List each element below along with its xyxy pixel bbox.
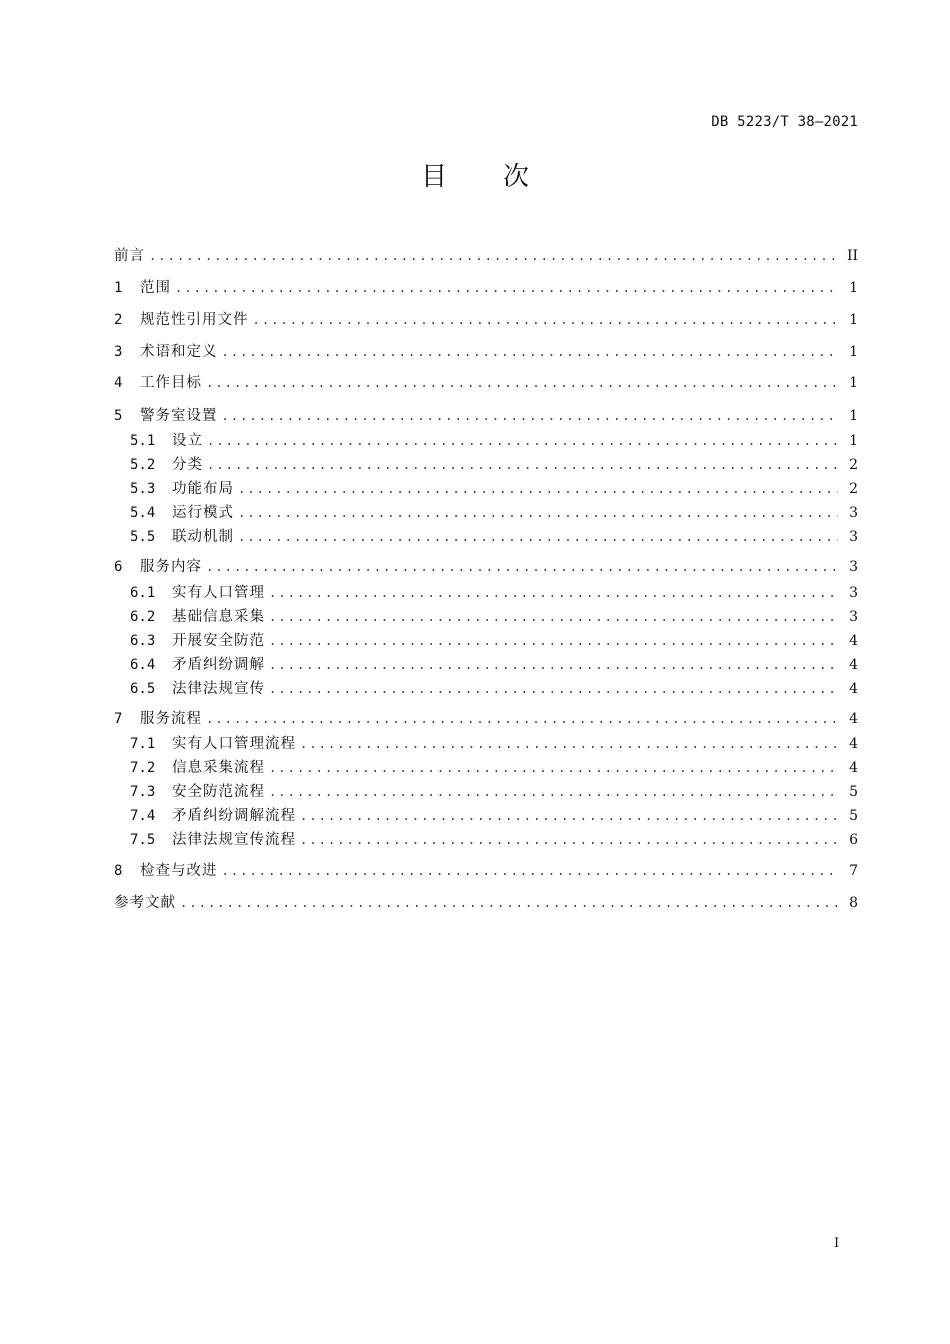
toc-entry-page: 1	[849, 312, 858, 328]
toc-entry[interactable]	[114, 734, 858, 754]
toc-entry-number: 7.4	[130, 808, 156, 824]
dot-leader	[207, 455, 838, 475]
toc-entry-label: 范围	[140, 280, 171, 296]
toc-entry[interactable]	[114, 479, 858, 499]
toc-entry-number: 4	[114, 375, 123, 391]
dot-leader	[269, 758, 838, 778]
toc-entry-label: 联动机制	[172, 529, 234, 545]
toc-entry-label: 法律法规宣传	[172, 681, 265, 697]
toc-entry-page: 3	[849, 609, 858, 625]
toc-entry-number: 6.1	[130, 585, 156, 601]
toc-entry-label: 实有人口管理流程	[172, 736, 296, 752]
dot-leader	[269, 782, 838, 802]
toc-entry-label: 工作目标	[140, 375, 202, 391]
toc-entry-number: 6	[114, 559, 123, 575]
toc-entry-number: 8	[114, 863, 123, 879]
toc-entry-page: 3	[849, 559, 858, 575]
dot-leader	[222, 342, 839, 362]
toc-entry-page: 5	[849, 784, 858, 800]
toc-entry[interactable]	[114, 431, 858, 451]
dot-leader	[149, 246, 838, 266]
toc-entry[interactable]	[114, 631, 858, 651]
toc-entry-page: II	[846, 248, 858, 264]
toc-entry-page: 4	[849, 681, 858, 697]
toc-entry-number: 5.4	[130, 505, 156, 521]
toc-entry-page: 3	[849, 529, 858, 545]
toc-entry-number: 5.5	[130, 529, 156, 545]
toc-entry-page: 3	[849, 505, 858, 521]
toc-entry-number: 7.5	[130, 832, 156, 848]
toc-entry-number: 6.2	[130, 609, 156, 625]
toc-entry[interactable]	[114, 679, 858, 699]
toc-entry[interactable]	[114, 557, 858, 577]
toc-entry[interactable]	[114, 861, 858, 881]
toc-entry-label: 检查与改进	[140, 863, 218, 879]
toc-entry-number: 1	[114, 280, 123, 296]
toc-entry[interactable]	[114, 455, 858, 475]
toc-entry-label: 功能布局	[172, 481, 234, 497]
toc-entry-page: 1	[849, 344, 858, 360]
toc-entry-page: 5	[849, 808, 858, 824]
toc-entry-label: 警务室设置	[140, 408, 218, 424]
dot-leader	[222, 861, 839, 881]
toc-entry-page: 2	[849, 457, 858, 473]
toc-entry-number: 7.2	[130, 760, 156, 776]
toc-entry[interactable]	[114, 709, 858, 729]
toc-entry-page: 8	[849, 895, 858, 911]
toc-entry-number: 6.3	[130, 633, 156, 649]
toc-entry[interactable]	[114, 373, 858, 393]
toc-entry-page: 4	[849, 760, 858, 776]
dot-leader	[180, 893, 838, 913]
toc-entry-label: 矛盾纠纷调解流程	[172, 808, 296, 824]
toc-entry-label: 分类	[172, 457, 203, 473]
toc-entry-label: 服务流程	[140, 711, 202, 727]
toc-entry-label: 运行模式	[172, 505, 234, 521]
toc-entry[interactable]	[114, 806, 858, 826]
toc-entry[interactable]	[114, 342, 858, 362]
dot-leader	[269, 583, 838, 603]
toc-entry-number: 7.3	[130, 784, 156, 800]
toc-entry[interactable]	[114, 830, 858, 850]
dot-leader	[300, 830, 838, 850]
dot-leader	[300, 806, 838, 826]
toc-entry[interactable]	[114, 406, 858, 426]
toc-entry[interactable]	[114, 278, 858, 298]
toc-entry-number: 6.5	[130, 681, 156, 697]
toc-entry-page: 2	[849, 481, 858, 497]
toc-entry-number: 6.4	[130, 657, 156, 673]
toc-entry[interactable]	[114, 758, 858, 778]
toc-entry-label: 服务内容	[140, 559, 202, 575]
toc-entry-page: 4	[849, 711, 858, 727]
dot-leader	[175, 278, 838, 298]
toc-entry-number: 5.2	[130, 457, 156, 473]
toc-entry-page: 4	[849, 736, 858, 752]
toc-entry-number: 5.3	[130, 481, 156, 497]
toc-entry-label: 实有人口管理	[172, 585, 265, 601]
toc-entry-label: 信息采集流程	[172, 760, 265, 776]
toc-entry-number: 3	[114, 344, 123, 360]
toc-entry[interactable]	[114, 893, 858, 913]
toc-entry[interactable]	[114, 246, 858, 266]
toc-entry-label: 前言	[114, 248, 145, 264]
toc-entry-label: 设立	[172, 433, 203, 449]
toc-entry[interactable]	[114, 782, 858, 802]
dot-leader	[269, 607, 838, 627]
toc-entry-page: 7	[849, 863, 858, 879]
dot-leader	[269, 631, 838, 651]
dot-leader	[300, 734, 838, 754]
toc-entry-page: 1	[849, 280, 858, 296]
toc-entry-label: 术语和定义	[140, 344, 218, 360]
dot-leader	[222, 406, 839, 426]
dot-leader	[238, 479, 838, 499]
toc-entry[interactable]	[114, 607, 858, 627]
toc-entry[interactable]	[114, 583, 858, 603]
dot-leader	[269, 655, 838, 675]
toc-entry-number: 2	[114, 312, 123, 328]
dot-leader	[269, 679, 838, 699]
toc-entry-label: 参考文献	[114, 895, 176, 911]
toc-entry[interactable]	[114, 527, 858, 547]
toc-entry-label: 法律法规宣传流程	[172, 832, 296, 848]
toc-entry-number: 7	[114, 711, 123, 727]
dot-leader	[206, 557, 838, 577]
toc-entry-page: 1	[849, 375, 858, 391]
page-number: I	[834, 1236, 840, 1251]
dot-leader	[206, 373, 838, 393]
toc-entry[interactable]	[114, 503, 858, 523]
toc-entry[interactable]	[114, 655, 858, 675]
toc-entry-number: 5	[114, 408, 123, 424]
dot-leader	[253, 310, 839, 330]
document-code: DB 5223/T 38—2021	[711, 114, 858, 130]
toc-entry-page: 4	[849, 657, 858, 673]
dot-leader	[206, 709, 838, 729]
toc-entry-label: 基础信息采集	[172, 609, 265, 625]
toc-entry-label: 规范性引用文件	[140, 312, 249, 328]
toc-entry-number: 7.1	[130, 736, 156, 752]
dot-leader	[238, 503, 838, 523]
toc-entry-label: 开展安全防范	[172, 633, 265, 649]
toc-entry[interactable]	[114, 310, 858, 330]
dot-leader	[238, 527, 838, 547]
toc-entry-page: 1	[849, 408, 858, 424]
toc-entry-page: 4	[849, 633, 858, 649]
page-title: 目次	[420, 162, 585, 192]
toc-entry-label: 矛盾纠纷调解	[172, 657, 265, 673]
toc-entry-page: 6	[849, 832, 858, 848]
toc-entry-page: 1	[849, 433, 858, 449]
toc-entry-label: 安全防范流程	[172, 784, 265, 800]
toc-entry-page: 3	[849, 585, 858, 601]
toc-entry-number: 5.1	[130, 433, 156, 449]
dot-leader	[207, 431, 838, 451]
